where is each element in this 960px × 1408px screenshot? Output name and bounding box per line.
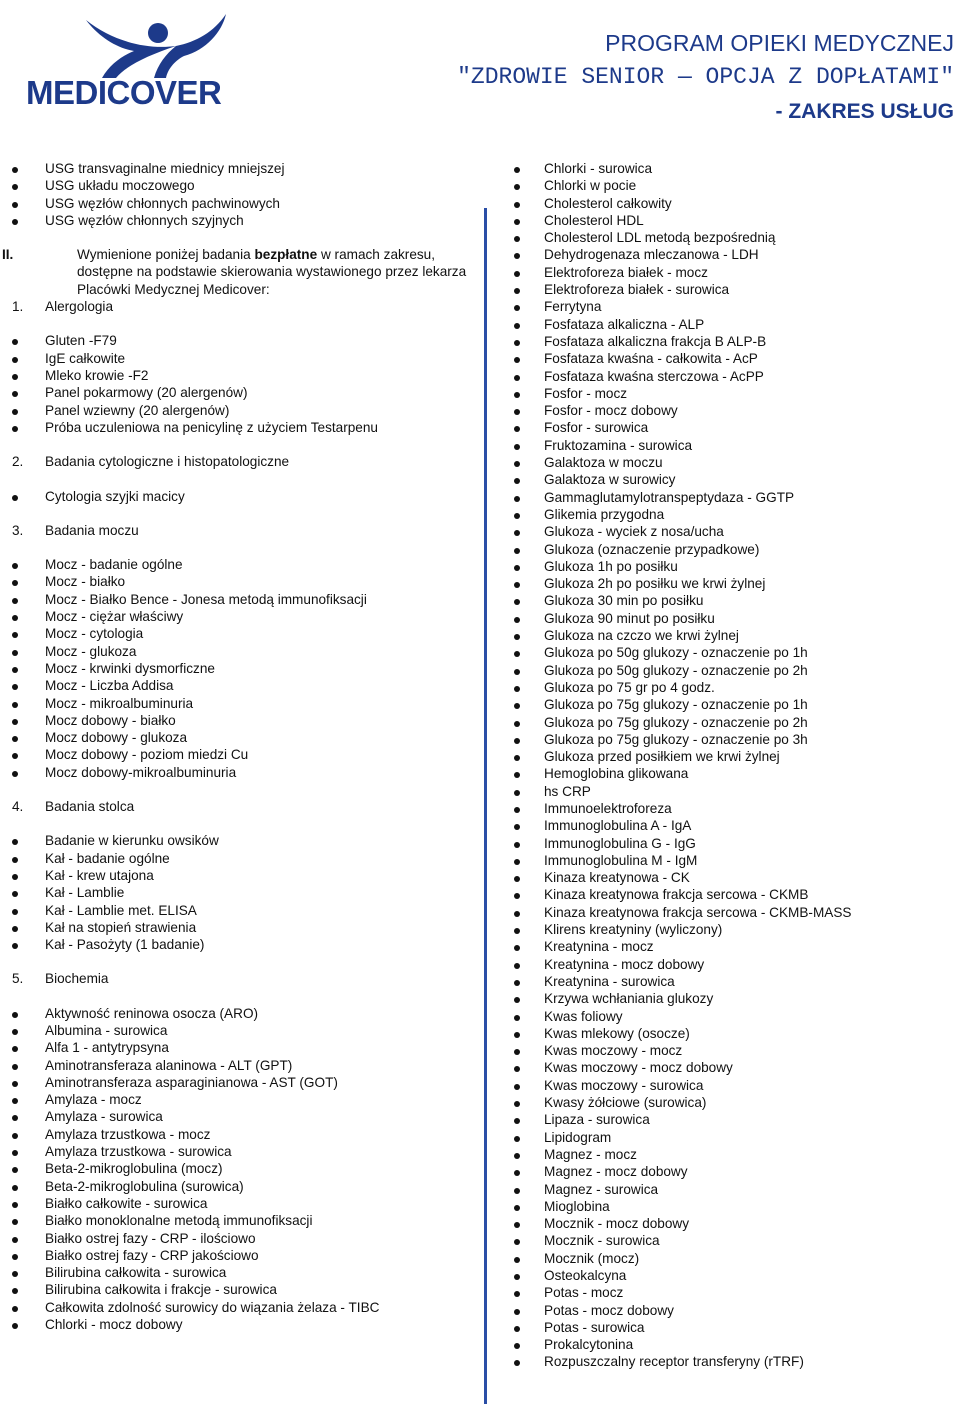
list-item: Panel wziewny (20 alergenów) [0,402,480,419]
list-item: Amylaza trzustkowa - mocz [0,1126,480,1143]
list-item: Mocz - krwinki dysmorficzne [0,660,480,677]
list-item: hs CRP [500,783,960,800]
list-item: USG układu moczowego [0,177,480,194]
list-item: Glukoza - wyciek z nosa/ucha [500,523,960,540]
section-heading [0,970,480,987]
list-item: Amylaza - surowica [0,1108,480,1125]
list-item: Glukoza (oznaczenie przypadkowe) [500,541,960,558]
list-item: IgE całkowite [0,350,480,367]
section-list [0,332,480,436]
list-item: Hemoglobina glikowana [500,765,960,782]
list-item: Fosfataza alkaliczna frakcja B ALP-B [500,333,960,350]
list-item: Glukoza po 75 gr po 4 godz. [500,679,960,696]
list-item: Fosfataza kwaśna - całkowita - AcP [500,350,960,367]
section-number: 5. [12,971,24,987]
list-item: Gammaglutamylotranspeptydaza - GGTP [500,489,960,506]
list-item: Cholesterol HDL [500,212,960,229]
list-item: Mleko krowie -F2 [0,367,480,384]
list-item: Białko ostrej fazy - CRP - ilościowo [0,1230,480,1247]
list-item: Rozpuszczalny receptor transferyny (rTRF) [500,1353,960,1370]
brand-name: MEDICOVER [26,74,222,111]
list-item: Galaktoza w moczu [500,454,960,471]
list-item: Kał - Pasożyty (1 badanie) [0,936,480,953]
list-item: Mocz - Białko Bence - Jonesa metodą immunofiksacji [0,591,480,608]
biochemia-list-continued [500,160,960,1371]
list-item: Kreatynina - mocz dobowy [500,956,960,973]
list-item: Prokalcytonina [500,1336,960,1353]
header-scope: - ZAKRES USŁUG [775,100,954,123]
section-heading [0,453,480,470]
list-item: Glukoza po 75g glukozy - oznaczenie po 1h [500,696,960,713]
list-item: Osteokalcyna [500,1267,960,1284]
list-item: Glukoza 2h po posiłku we krwi żylnej [500,575,960,592]
list-item: Kał - badanie ogólne [0,850,480,867]
list-item: Mocz dobowy-mikroalbuminuria [0,764,480,781]
section-title: Alergologia [45,299,114,315]
list-item: Potas - mocz [500,1284,960,1301]
list-item: Glikemia przygodna [500,506,960,523]
list-item: Dehydrogenaza mleczanowa - LDH [500,246,960,263]
list-item: Kinaza kreatynowa frakcja sercowa - CKMB [500,886,960,903]
list-item: Kinaza kreatynowa - CK [500,869,960,886]
section-heading [0,798,480,815]
list-item: Potas - mocz dobowy [500,1302,960,1319]
section-heading [0,298,480,315]
list-item: Cytologia szyjki macicy [0,488,480,505]
column-divider [484,208,487,1404]
section-title: Badania moczu [45,522,139,538]
list-item: Fosfor - surowica [500,419,960,436]
list-item: Kwas mlekowy (osocze) [500,1025,960,1042]
list-item: USG węzłów chłonnych pachwinowych [0,195,480,212]
list-item: Cholesterol LDL metodą bezpośrednią [500,229,960,246]
list-item: Glukoza po 75g glukozy - oznaczenie po 2h [500,714,960,731]
usg-list [0,160,480,229]
list-item: Mioglobina [500,1198,960,1215]
list-item: Kwas moczowy - mocz dobowy [500,1059,960,1076]
list-item: Aktywność reninowa osocza (ARO) [0,1005,480,1022]
section-ii-numeral: II. [2,247,14,263]
section-list [0,1005,480,1334]
list-item: Potas - surowica [500,1319,960,1336]
list-item: Kwas moczowy - surowica [500,1077,960,1094]
list-item: Kinaza kreatynowa frakcja sercowa - CKMB-MASS [500,904,960,921]
section-ii-text: Wymienione poniżej badania bezpłatne w ramach zakresu, dostępne na podstawie skierowania wystawionego przez lekarza Placówki Medycznej Medicover: [77,247,467,297]
list-item: Fosfataza alkaliczna - ALP [500,316,960,333]
list-item: Albumina - surowica [0,1022,480,1039]
list-item: Amylaza trzustkowa - surowica [0,1143,480,1160]
list-item: Magnez - mocz [500,1146,960,1163]
header-program-name: "ZDROWIE SENIOR — OPCJA Z DOPŁATAMI" [457,64,954,90]
list-item: USG węzłów chłonnych szyjnych [0,212,480,229]
list-item: Kwasy żółciowe (surowica) [500,1094,960,1111]
list-item: Chlorki w pocie [500,177,960,194]
sections [0,298,480,1333]
list-item: Glukoza po 50g glukozy - oznaczenie po 2h [500,662,960,679]
list-item: Mocz - glukoza [0,643,480,660]
section-title: Biochemia [45,971,109,987]
page-header [457,26,954,130]
list-item: Lipaza - surowica [500,1111,960,1128]
list-item: Panel pokarmowy (20 alergenów) [0,384,480,401]
list-item: Glukoza 90 minut po posiłku [500,610,960,627]
list-item: Lipidogram [500,1129,960,1146]
list-item: Próba uczuleniowa na penicylinę z użyciem Testarpenu [0,419,480,436]
list-item: Kał na stopień strawienia [0,919,480,936]
list-item: Fosfor - mocz [500,385,960,402]
list-item: Mocz - Liczba Addisa [0,677,480,694]
section-heading [0,522,480,539]
list-item: Aminotransferaza asparaginianowa - AST (GOT) [0,1074,480,1091]
list-item: Immunoglobulina M - IgM [500,852,960,869]
list-item: Glukoza po 75g glukozy - oznaczenie po 3h [500,731,960,748]
list-item: Beta-2-mikroglobulina (surowica) [0,1178,480,1195]
list-item: Galaktoza w surowicy [500,471,960,488]
list-item: Mocz - badanie ogólne [0,556,480,573]
list-item: Mocznik (mocz) [500,1250,960,1267]
list-item: Magnez - mocz dobowy [500,1163,960,1180]
list-item: Kwas foliowy [500,1008,960,1025]
list-item: Mocz - mikroalbuminuria [0,695,480,712]
list-item: Białko monoklonalne metodą immunofiksacji [0,1212,480,1229]
medicover-emblem-icon [26,6,238,78]
list-item: Beta-2-mikroglobulina (mocz) [0,1160,480,1177]
section-ii [0,246,480,298]
list-item: Glukoza przed posiłkiem we krwi żylnej [500,748,960,765]
list-item: Fruktozamina - surowica [500,437,960,454]
list-item: Mocz dobowy - glukoza [0,729,480,746]
list-item: Cholesterol całkowity [500,195,960,212]
list-item: Glukoza po 50g glukozy - oznaczenie po 1h [500,644,960,661]
section-number: 3. [12,522,24,538]
list-item: Magnez - surowica [500,1181,960,1198]
list-item: Całkowita zdolność surowicy do wiązania żelaza - TIBC [0,1299,480,1316]
list-item: Immunoelektroforeza [500,800,960,817]
list-item: Klirens kreatyniny (wyliczony) [500,921,960,938]
section-title: Badania cytologiczne i histopatologiczne [45,454,290,470]
list-item: Krzywa wchłaniania glukozy [500,990,960,1007]
section-number: 4. [12,799,24,815]
list-item: Aminotransferaza alaninowa - ALT (GPT) [0,1057,480,1074]
list-item: Mocznik - surowica [500,1232,960,1249]
list-item: Fosfor - mocz dobowy [500,402,960,419]
list-item: Bilirubina całkowita i frakcje - surowica [0,1281,480,1298]
list-item: Białko ostrej fazy - CRP jakościowo [0,1247,480,1264]
section-number: 1. [12,299,24,315]
list-item: Kał - Lamblie [0,884,480,901]
list-item: Kał - Lamblie met. ELISA [0,902,480,919]
list-item: Immunoglobulina A - IgA [500,817,960,834]
list-item: Alfa 1 - antytrypsyna [0,1039,480,1056]
list-item: Kwas moczowy - mocz [500,1042,960,1059]
list-item: Glukoza 1h po posiłku [500,558,960,575]
list-item: Ferrytyna [500,298,960,315]
list-item: Mocznik - mocz dobowy [500,1215,960,1232]
list-item: Białko całkowite - surowica [0,1195,480,1212]
header-title: PROGRAM OPIEKI MEDYCZNEJ [605,30,954,56]
section-list [0,832,480,953]
list-item: Kreatynina - mocz [500,938,960,955]
list-item: Badanie w kierunku owsików [0,832,480,849]
list-item: Mocz - ciężar właściwy [0,608,480,625]
list-item: Mocz - cytologia [0,625,480,642]
list-item: Kreatynina - surowica [500,973,960,990]
list-item: Chlorki - surowica [500,160,960,177]
list-item: Amylaza - mocz [0,1091,480,1108]
section-list [0,556,480,781]
right-column [500,160,960,1371]
list-item: Bilirubina całkowita - surowica [0,1264,480,1281]
list-item: Glukoza 30 min po posiłku [500,592,960,609]
medicover-logo [26,6,238,114]
list-item: Elektroforeza białek - mocz [500,264,960,281]
section-list [0,488,480,505]
list-item: Glukoza na czczo we krwi żylnej [500,627,960,644]
list-item: Immunoglobulina G - IgG [500,835,960,852]
list-item: Mocz dobowy - poziom miedzi Cu [0,746,480,763]
left-column [0,160,480,1333]
section-number: 2. [12,454,24,470]
list-item: Mocz - białko [0,573,480,590]
list-item: USG transvaginalne miednicy mniejszej [0,160,480,177]
list-item: Mocz dobowy - białko [0,712,480,729]
list-item: Chlorki - mocz dobowy [0,1316,480,1333]
list-item: Elektroforeza białek - surowica [500,281,960,298]
list-item: Fosfataza kwaśna sterczowa - AcPP [500,368,960,385]
list-item: Kał - krew utajona [0,867,480,884]
list-item: Gluten -F79 [0,332,480,349]
section-title: Badania stolca [45,799,135,815]
